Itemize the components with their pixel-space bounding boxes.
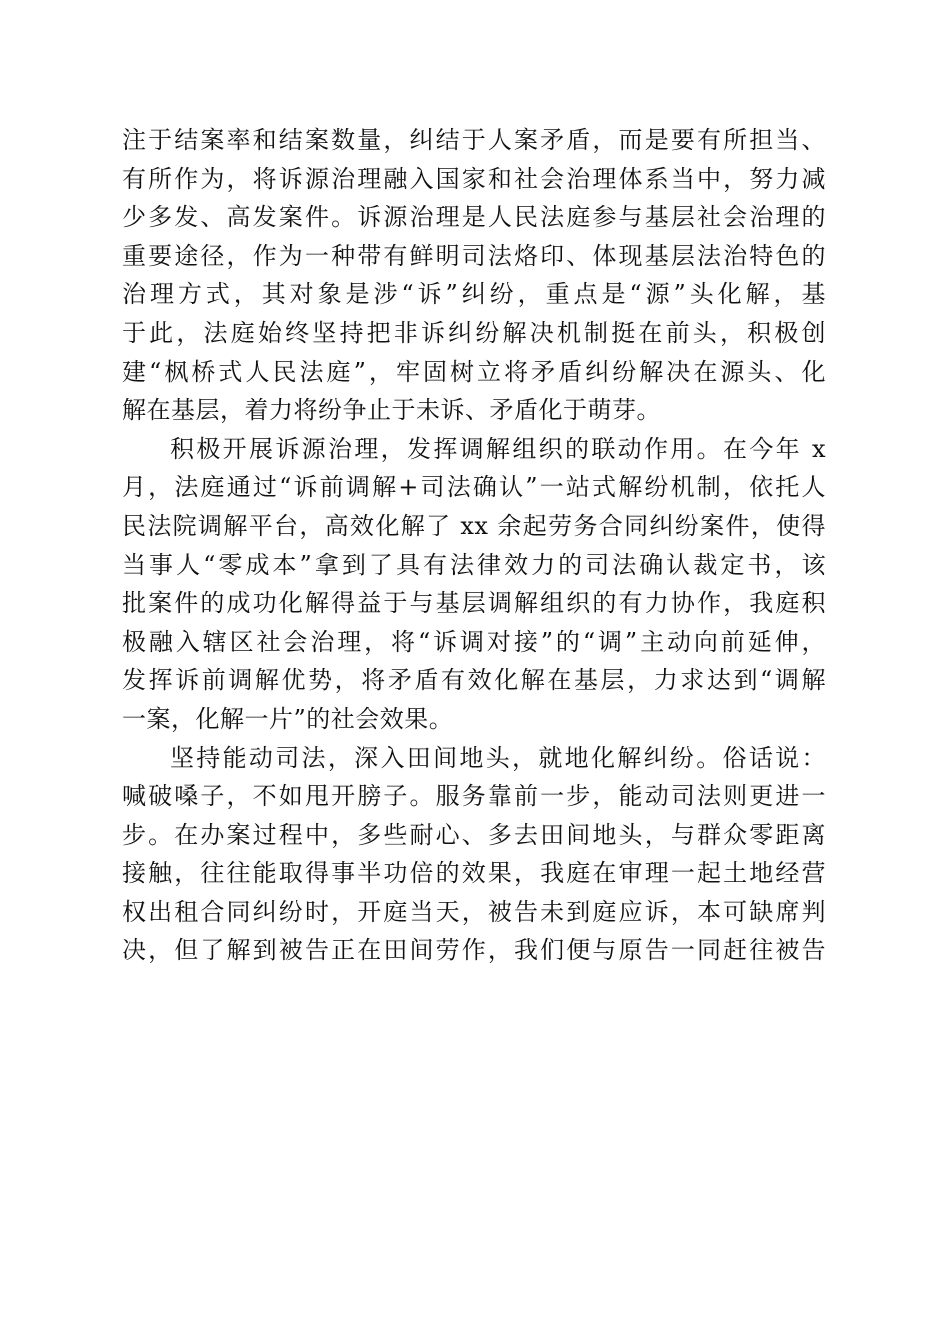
paragraph-line: 决，但了解到被告正在田间劳作，我们便与原告一同赶往被告 xyxy=(122,936,826,965)
document-body xyxy=(122,121,826,970)
paragraph-line: 建“枫桥式人民法庭”，牢固树立将矛盾纠纷解决在源头、化 xyxy=(122,357,826,386)
paragraph-line: 月，法庭通过“诉前调解+司法确认”一站式解纷机制，依托人 xyxy=(122,473,826,502)
paragraph-line: 步。在办案过程中，多些耐心、多去田间地头，与群众零距离 xyxy=(122,820,826,849)
paragraph-2 xyxy=(122,430,826,739)
paragraph-line: 民法院调解平台，高效化解了 xx 余起劳务合同纠纷案件，使得 xyxy=(122,511,826,540)
paragraph-line: 批案件的成功化解得益于与基层调解组织的有力协作，我庭积 xyxy=(122,589,826,618)
paragraph-line: 解在基层，着力将纷争止于未诉、矛盾化于萌芽。 xyxy=(122,396,661,425)
paragraph-line: 喊破嗓子，不如甩开膀子。服务靠前一步，能动司法则更进一 xyxy=(122,782,826,811)
paragraph-line: 一案，化解一片”的社会效果。 xyxy=(122,704,454,733)
paragraph-line: 接触，往往能取得事半功倍的效果，我庭在审理一起土地经营 xyxy=(122,859,826,888)
paragraph-line: 少多发、高发案件。诉源治理是人民法庭参与基层社会治理的 xyxy=(122,203,826,232)
paragraph-line: 于此，法庭始终坚持把非诉纠纷解决机制挺在前头，积极创 xyxy=(122,318,826,347)
paragraph-line: 权出租合同纠纷时，开庭当天，被告未到庭应诉，本可缺席判 xyxy=(122,897,826,926)
paragraph-line: 重要途径，作为一种带有鲜明司法烙印、体现基层法治特色的 xyxy=(122,241,826,270)
paragraph-line: 治理方式，其对象是涉“诉”纠纷，重点是“源”头化解，基 xyxy=(122,280,826,309)
paragraph-line: 有所作为，将诉源治理融入国家和社会治理体系当中，努力减 xyxy=(122,164,826,193)
paragraph-line: 发挥诉前调解优势，将矛盾有效化解在基层，力求达到“调解 xyxy=(122,666,826,695)
paragraph-line: 积极开展诉源治理，发挥调解组织的联动作用。在今年 x xyxy=(170,434,826,463)
paragraph-line: 极融入辖区社会治理，将“诉调对接”的“调”主动向前延伸， xyxy=(122,627,826,656)
paragraph-line: 注于结案率和结案数量，纠结于人案矛盾，而是要有所担当、 xyxy=(122,126,826,154)
paragraph-line: 当事人“零成本”拿到了具有法律效力的司法确认裁定书，该 xyxy=(122,550,826,579)
paragraph-3 xyxy=(122,739,826,971)
paragraph-1 xyxy=(122,121,826,430)
paragraph-line: 坚持能动司法，深入田间地头，就地化解纠纷。俗话说： xyxy=(170,743,826,772)
